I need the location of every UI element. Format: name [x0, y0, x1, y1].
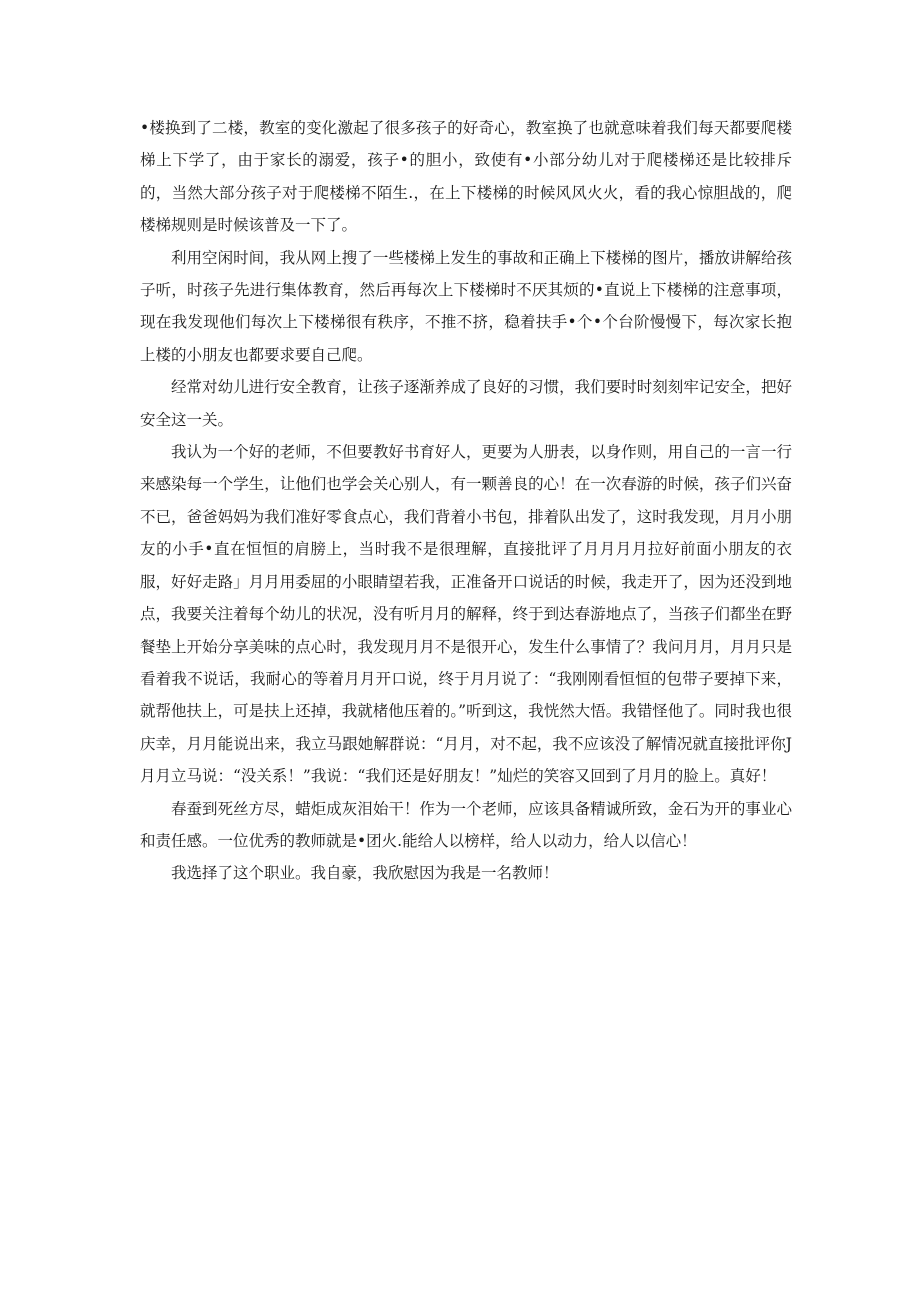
- paragraph-stair-change: •楼换到了二楼，教室的变化激起了很多孩子的好奇心，教室换了也就意味着我们每天都要爬楼梯上下学了，由于家长的溺爱，孩子•的胆小，致使有•小部分幼儿对于爬楼梯还是比较排斥的，当然大部分孩子对于爬楼梯不陌生.，在上下楼梯的时候风风火火，看的我心惊胆战的，爬楼梯规则是时候该普及一下了。: [140, 119, 792, 235]
- paragraph-stair-safety-lesson: 利用空闲时间，我从网上搜了一些楼梯上发生的事故和正确上下楼梯的图片，播放讲解给孩子听，时孩子先进行集体教育，然后再每次上下楼梯时不厌其烦的•直说上下楼梯的注意事项，现在我发现他们每次上下楼梯很有秩序，不推不挤，稳着扶手•个•个台阶慢慢下，每次家长抱上楼的小朋友也都要求要自己爬。: [140, 248, 792, 364]
- paragraph-closing: 我选择了这个职业。我自豪，我欣慰因为我是一名教师！: [171, 864, 559, 883]
- paragraph-spring-outing-story: 我认为一个好的老师，不但要教好书育好人，更要为人册表，以身作则，用自己的一言一行来感染每一个学生，让他们也学会关心别人，有一颗善良的心！在一次春游的时候，孩子们兴奋不已，爸爸妈妈为我们准好零食点心，我们背着小书包，排着队出发了，这时我发现，月月小朋友的小手•直在恒恒的肩膀上，当时我不是很理解，直接批评了月月月月拉好前面小朋友的衣服，好好走路」月月用委屈的小眼睛望若我，正准备开口说话的时候，我走开了，因为还没到地点，我要关注着每个幼儿的状况，没有听月月的解释，终于到达春游地点了，当孩子们都坐在野餐垫上开始分享美味的点心时，我发现月月不是很开心，发生什么事情了？我问月月，月月只是看着我不说话，我耐心的等着月月开口说，终于月月说了：“我刚刚看恒恒的包带子要掉下来，就帮他扶上，可是扶上还掉，我就楮他压着的。”听到这，我恍然大悟。我错怪他了。同时我也很庆幸，月月能说出来，我立马跟她解群说：“月月，对不起，我不应该没了解情况就直接批评你J月月立马说：“没关系！”我说：“我们还是好朋友！”灿烂的笑容又回到了月月的脸上。真好！: [140, 443, 792, 786]
- paragraph-teacher-responsibility: 春蚕到死丝方尽，蜡炬成灰泪始干！作为一个老师，应该具备精诚所致，金石为开的事业心和责任感。一位优秀的教师就是•团火.能给人以榜样，给人以动力，给人以信心！: [140, 799, 792, 850]
- paragraph-safety-education: 经常对幼儿进行安全教育，让孩子逐渐养成了良好的习惯，我们要时时刻刻牢记安全，把好安全这一关。: [140, 378, 792, 429]
- document-body: [140, 112, 792, 890]
